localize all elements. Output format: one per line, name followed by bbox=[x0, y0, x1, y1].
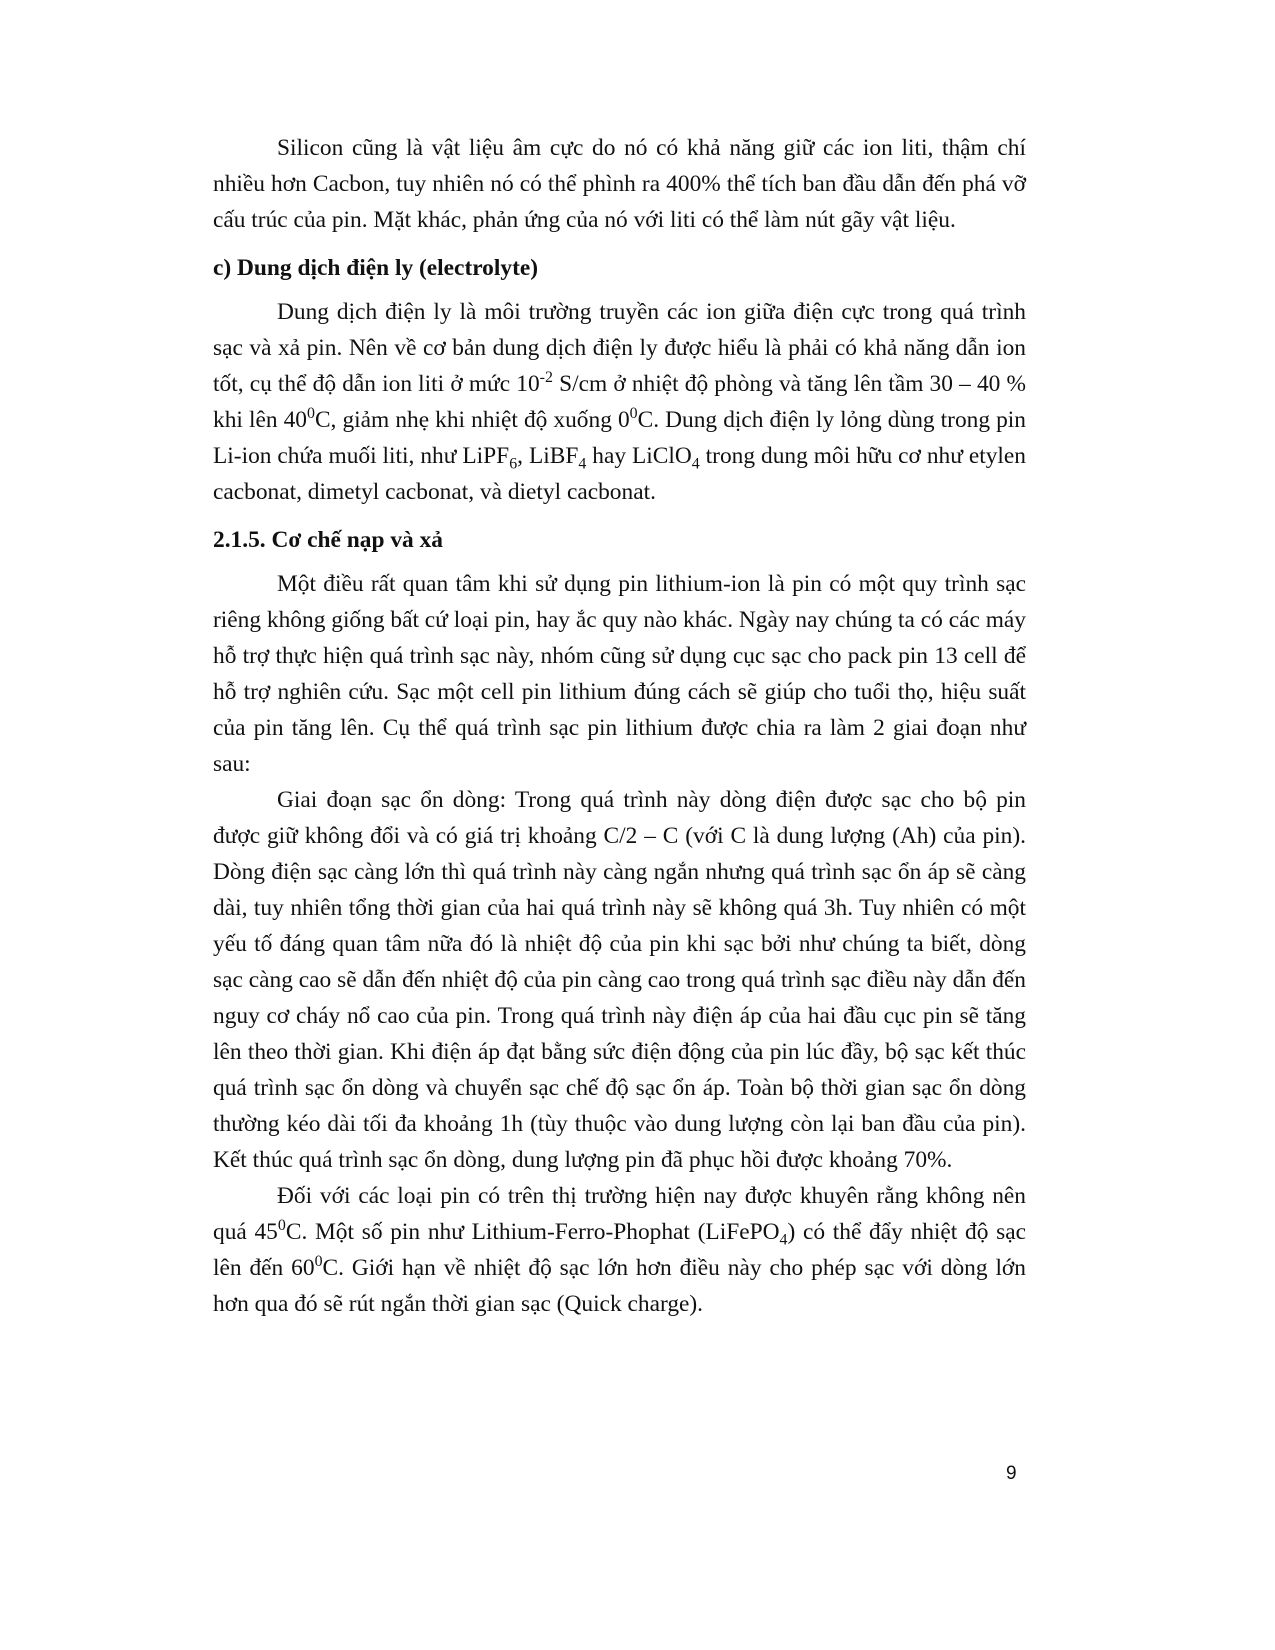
paragraph-temperature bbox=[213, 1178, 1026, 1322]
paragraph-electrolyte bbox=[213, 294, 1026, 510]
superscript: 0 bbox=[307, 405, 315, 423]
text-run: ) có thể đẩy nhiệt độ sạc lên đến 60 bbox=[213, 1219, 1027, 1281]
document-body bbox=[213, 130, 1026, 1322]
page-number: 9 bbox=[1006, 1463, 1017, 1484]
subscript: 4 bbox=[779, 1231, 788, 1249]
text-run: C. Giới hạn về nhiệt độ sạc lớn hơn điều này cho phép sạc với dòng lớn hơn qua đó sẽ rút ngắn thời gian sạc (Quick charge). bbox=[213, 1255, 1027, 1317]
subscript: 4 bbox=[578, 455, 587, 473]
superscript: 0 bbox=[314, 1253, 323, 1271]
section-heading-electrolyte: c) Dung dịch điện ly (electrolyte) bbox=[213, 255, 539, 281]
paragraph-charging-intro: Một điều rất quan tâm khi sử dụng pin lithium-ion là pin có một quy trình sạc riêng không giống bất cứ loại pin, hay ắc quy nào khác. Ngày nay chúng ta có các máy hỗ trợ thực hiện quá trình sạc này, nhóm cũng sử dụng cục sạc cho pack pin 13 cell để hỗ trợ nghiên cứu. Sạc một cell pin lithium đúng cách sẽ giúp cho tuổi thọ, hiệu suất của pin tăng lên. Cụ thể quá trình sạc pin lithium được chia ra làm 2 giai đoạn như sau: bbox=[213, 571, 1026, 777]
text-run: C. Một số pin như Lithium-Ferro-Phophat (LiFePO bbox=[285, 1219, 780, 1245]
text-run: C, giảm nhẹ khi nhiệt độ xuống 0 bbox=[314, 407, 630, 433]
superscript: 0 bbox=[629, 405, 638, 423]
paragraph-constant-current: Giai đoạn sạc ổn dòng: Trong quá trình này dòng điện được sạc cho bộ pin được giữ không đổi và có giá trị khoảng C/2 – C (với C là dung lượng (Ah) của pin). Dòng điện sạc càng lớn thì quá trình này càng ngắn nhưng quá trình sạc ổn áp sẽ càng dài, tuy nhiên tổng thời gian của hai quá trình này sẽ không quá 3h. Tuy nhiên có một yếu tố đáng quan tâm nữa đó là nhiệt độ của pin khi sạc bởi như chúng ta biết, dòng sạc càng cao sẽ dẫn đến nhiệt độ của pin càng cao trong quá trình sạc điều này dẫn đến nguy cơ cháy nổ cao của pin. Trong quá trình này điện áp của hai đầu cục pin sẽ tăng lên theo thời gian. Khi điện áp đạt bằng sức điện động của pin lúc đầy, bộ sạc kết thúc quá trình sạc ổn dòng và chuyển sạc chế độ sạc ổn áp. Toàn bộ thời gian sạc ổn dòng thường kéo dài tối đa khoảng 1h (tùy thuộc vào dung lượng còn lại ban đầu của pin). Kết thúc quá trình sạc ổn dòng, dung lượng pin đã phục hồi được khoảng 70%. bbox=[213, 787, 1026, 1173]
superscript: 0 bbox=[277, 1217, 286, 1235]
paragraph-silicon: Silicon cũng là vật liệu âm cực do nó có khả năng giữ các ion liti, thậm chí nhiều hơn Cacbon, tuy nhiên nó có thể phình ra 400% thể tích ban đầu dẫn đến phá vỡ cấu trúc của pin. Mặt khác, phản ứng của nó với liti có thể làm nút gãy vật liệu. bbox=[213, 135, 1026, 233]
text-run: S/cm ở nhiệt độ phòng và tăng lên tầm 30 – 40 % khi lên 40 bbox=[213, 371, 1026, 433]
superscript: -2 bbox=[539, 369, 553, 387]
subscript: 6 bbox=[509, 455, 518, 473]
text-run: hay LiClO bbox=[586, 443, 692, 469]
text-run: Đối với các loại pin có trên thị trường hiện nay được khuyên rằng không nên quá 45 bbox=[213, 1183, 1026, 1245]
text-run: Dung dịch điện ly là môi trường truyền các ion giữa điện cực trong quá trình sạc và xả pin. Nên về cơ bản dung dịch điện ly được hiểu là phải có khả năng dẫn ion tốt, cụ thể độ dẫn ion liti ở mức 10 bbox=[213, 299, 1026, 397]
text-run: , LiBF bbox=[517, 443, 579, 469]
subscript: 4 bbox=[691, 455, 700, 473]
section-heading-charging: 2.1.5. Cơ chế nạp và xả bbox=[213, 527, 443, 553]
text-run: trong dung môi hữu cơ như etylen cacbonat, dimetyl cacbonat, và dietyl cacbonat. bbox=[213, 443, 1026, 505]
text-run: C. Dung dịch điện ly lỏng dùng trong pin Li-ion chứa muối liti, như LiPF bbox=[213, 407, 1026, 469]
